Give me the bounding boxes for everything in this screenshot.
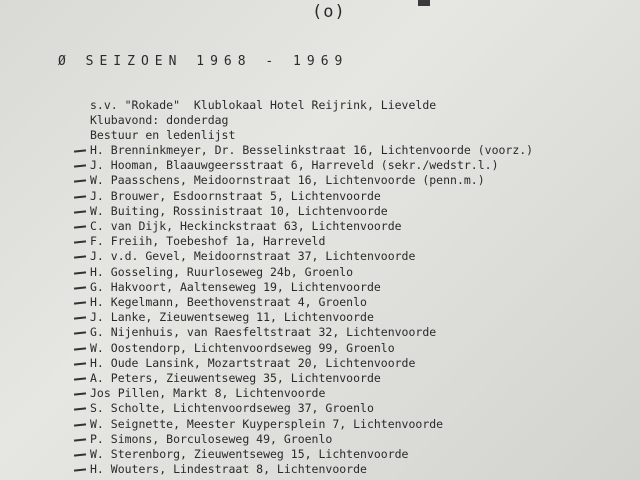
member-item: G. Hakvoort, Aaltenseweg 19, Lichtenvoorde [90, 280, 533, 295]
page-number: (o) [312, 2, 346, 22]
member-item: H. Kegelmann, Beethovenstraat 4, Groenlo [90, 295, 533, 310]
member-item: J. v.d. Gevel, Meidoornstraat 37, Lichtenvoorde [90, 249, 533, 264]
member-item: J. Brouwer, Esdoornstraat 5, Lichtenvoorde [90, 189, 533, 204]
season-title: Ø SEIZOEN 1968 - 1969 [58, 54, 349, 69]
member-list [90, 143, 533, 477]
member-item: F. Freiih, Toebeshof 1a, Harreveld [90, 234, 533, 249]
member-item: Jos Pillen, Markt 8, Lichtenvoorde [90, 386, 533, 401]
club-header [90, 98, 436, 143]
member-item: H. Brenninkmeyer, Dr. Besselinkstraat 16, Lichtenvoorde (voorz.) [90, 143, 534, 157]
corner-ink-mark [418, 0, 430, 6]
club-line: s.v. "Rokade" Klublokaal Hotel Reijrink, Lievelde [90, 98, 437, 112]
member-item: W. Paasschens, Meidoornstraat 16, Lichtenvoorde (penn.m.) [90, 173, 533, 188]
member-item: W. Buiting, Rossinistraat 10, Lichtenvoorde [90, 204, 533, 219]
club-evening: Klubavond: donderdag [90, 113, 229, 127]
member-item: J. Lanke, Zieuwentseweg 11, Lichtenvoorde [90, 310, 533, 325]
board-heading: Bestuur en ledenlijst [90, 128, 236, 142]
member-item: W. Oostendorp, Lichtenvoordseweg 99, Groenlo [90, 341, 533, 356]
member-item: W. Sterenborg, Zieuwentseweg 15, Lichtenvoorde [90, 447, 533, 462]
member-item: S. Scholte, Lichtenvoordseweg 37, Groenlo [90, 401, 533, 416]
member-item: G. Nijenhuis, van Raesfeltstraat 32, Lichtenvoorde [90, 325, 533, 340]
member-item: A. Peters, Zieuwentseweg 35, Lichtenvoorde [90, 371, 533, 386]
member-item: H. Oude Lansink, Mozartstraat 20, Lichtenvoorde [90, 356, 533, 371]
member-item: H. Gosseling, Ruurloseweg 24b, Groenlo [90, 265, 533, 280]
member-item: W. Seignette, Meester Kuypersplein 7, Lichtenvoorde [90, 417, 533, 432]
member-item: H. Wouters, Lindestraat 8, Lichtenvoorde [90, 462, 533, 477]
member-item: C. van Dijk, Heckinckstraat 63, Lichtenvoorde [90, 219, 533, 234]
member-item: P. Simons, Borculoseweg 49, Groenlo [90, 432, 533, 447]
member-item: J. Hooman, Blaauwgeersstraat 6, Harreveld (sekr./wedstr.l.) [90, 158, 533, 173]
